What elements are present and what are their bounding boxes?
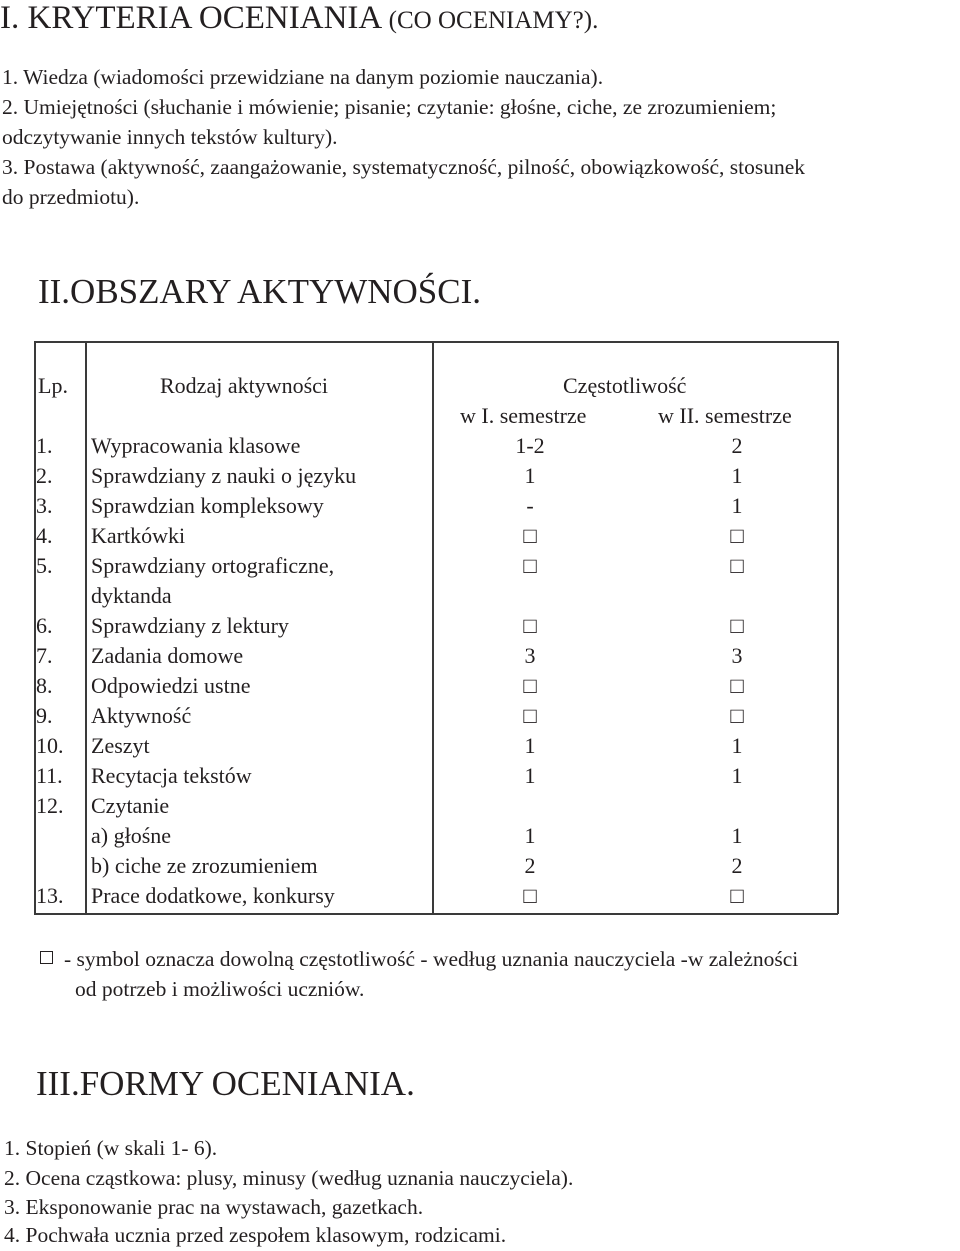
criteria-item-2: 2. Umiejętności (słuchanie i mówienie; pisanie; czytanie: głośne, ciche, ze zrozumieniem; (2, 95, 777, 119)
form-item-3: 3. Eksponowanie prac na wystawach, gazetkach. (4, 1195, 424, 1219)
criteria-item-3: 3. Postawa (aktywność, zaangażowanie, systematyczność, pilność, obowiązkowość, stosunek (2, 155, 806, 179)
header-activity: Rodzaj aktywności (160, 373, 329, 398)
criteria-item-1: 1. Wiedza (wiadomości przewidziane na danym poziomie nauczania). (2, 65, 604, 89)
criteria-item-2-cont: odczytywanie innych tekstów kultury). (2, 125, 338, 149)
section2-title: II.OBSZARY AKTYWNOŚCI. (38, 272, 482, 311)
form-item-4: 4. Pochwała ucznia przed zespołem klasowym, rodzicami. (4, 1223, 507, 1247)
square-symbol-icon (40, 951, 53, 969)
form-item-2: 2. Ocena cząstkowa: plusy, minusy (według uznania nauczyciela). (4, 1166, 574, 1190)
header-semester-1: w I. semestrze (460, 403, 587, 428)
symbol-note: - symbol oznacza dowolną częstotliwość - według uznania nauczyciela -w zależności (64, 947, 799, 971)
header-frequency: Częstotliwość (563, 373, 687, 398)
section1-title: I. KRYTERIA OCENIANIA (CO OCENIAMY?). (0, 0, 599, 36)
criteria-item-3-cont: do przedmiotu). (2, 185, 140, 209)
section3-title: III.FORMY OCENIANIA. (36, 1064, 415, 1103)
form-item-1: 1. Stopień (w skali 1- 6). (4, 1136, 218, 1160)
header-semester-2: w II. semestrze (658, 403, 792, 428)
symbol-note-cont: od potrzeb i możliwości uczniów. (75, 977, 365, 1001)
header-lp: Lp. (38, 373, 68, 398)
